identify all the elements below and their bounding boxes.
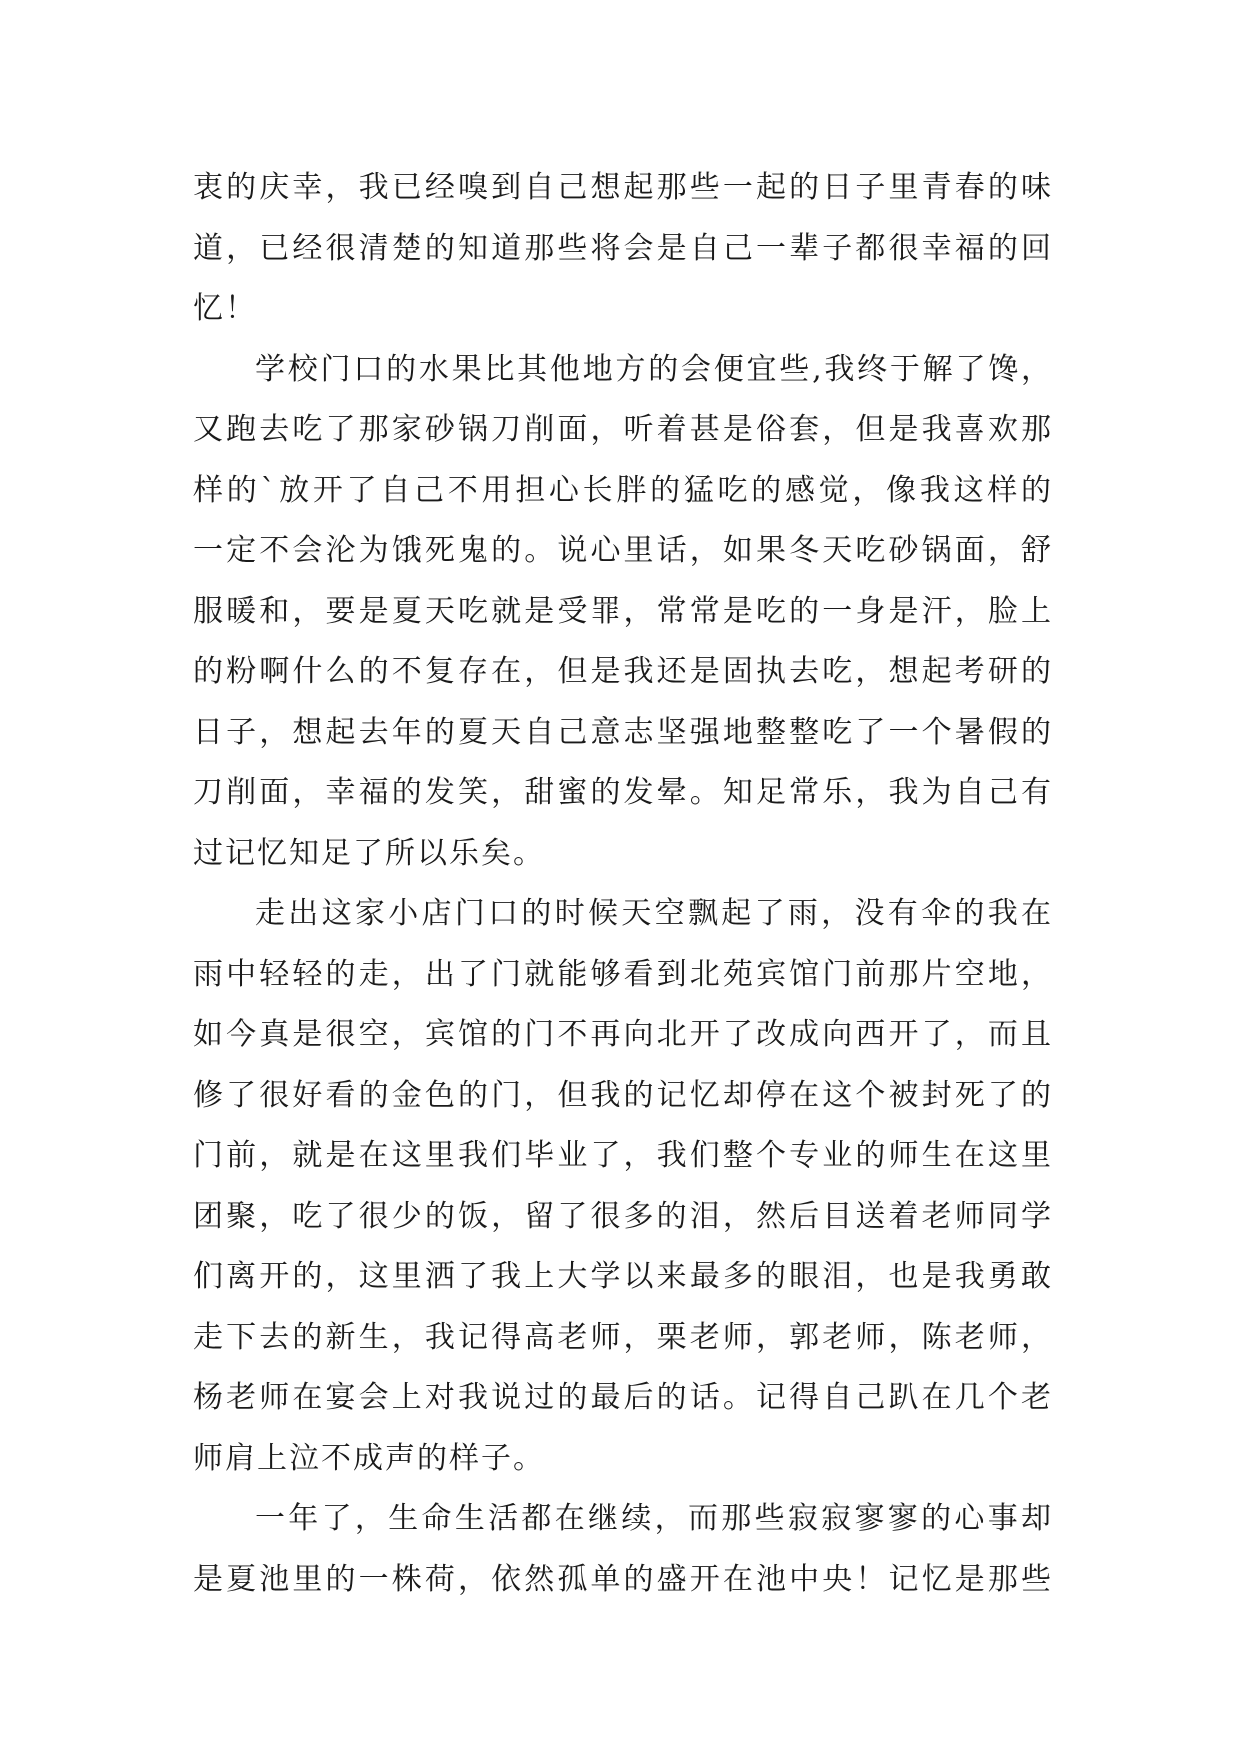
text-line: 师肩上泣不成声的样子。 bbox=[193, 1440, 545, 1476]
text-line: 刀削面，幸福的发笑，甜蜜的发晕。知足常乐，我为自己有 bbox=[193, 775, 1053, 810]
text-line: 忆！ bbox=[193, 291, 257, 326]
text-line: 修了很好看的金色的门，但我的记忆却停在这个被封死了的 bbox=[193, 1077, 1053, 1113]
text-line: 杨老师在宴会上对我说过的最后的话。记得自己趴在几个老 bbox=[193, 1380, 1053, 1415]
body-text bbox=[193, 158, 1053, 1610]
text-line: 是夏池里的一株荷，依然孤单的盛开在池中央！记忆是那些 bbox=[193, 1561, 1053, 1597]
text-line: 一年了，生命生活都在继续，而那些寂寂寥寥的心事却 bbox=[255, 1501, 1053, 1536]
text-line: 又跑去吃了那家砂锅刀削面，听着甚是俗套，但是我喜欢那 bbox=[193, 412, 1053, 447]
text-line: 们离开的，这里洒了我上大学以来最多的眼泪，也是我勇敢 bbox=[193, 1259, 1053, 1294]
text-line: 如今真是很空，宾馆的门不再向北开了改成向西开了，而且 bbox=[193, 1017, 1053, 1052]
text-line: 门前，就是在这里我们毕业了，我们整个专业的师生在这里 bbox=[193, 1138, 1053, 1173]
text-line: 日子，想起去年的夏天自己意志坚强地整整吃了一个暑假的 bbox=[193, 714, 1053, 750]
text-line: 走出这家小店门口的时候天空飘起了雨，没有伞的我在 bbox=[255, 896, 1053, 931]
text-line: 雨中轻轻的走，出了门就能够看到北苑宾馆门前那片空地， bbox=[193, 956, 1053, 992]
text-line: 服暖和，要是夏天吃就是受罪，常常是吃的一身是汗，脸上 bbox=[193, 593, 1053, 629]
text-line: 团聚，吃了很少的饭，留了很多的泪，然后目送着老师同学 bbox=[193, 1198, 1053, 1234]
text-line: 一定不会沦为饿死鬼的。说心里话，如果冬天吃砂锅面，舒 bbox=[193, 533, 1053, 568]
text-line: 走下去的新生，我记得高老师，栗老师，郭老师，陈老师， bbox=[193, 1319, 1053, 1355]
text-line: 学校门口的水果比其他地方的会便宜些,我终于解了馋， bbox=[255, 351, 1053, 387]
text-line: 道，已经很清楚的知道那些将会是自己一辈子都很幸福的回 bbox=[193, 230, 1053, 266]
text-line: 过记忆知足了所以乐矣。 bbox=[193, 835, 545, 871]
text-line: 的粉啊什么的不复存在，但是我还是固执去吃，想起考研的 bbox=[193, 654, 1053, 689]
text-line: 样的`放开了自己不用担心长胖的猛吃的感觉，像我这样的 bbox=[193, 472, 1053, 508]
text-line: 衷的庆幸，我已经嗅到自己想起那些一起的日子里青春的味 bbox=[193, 170, 1053, 205]
